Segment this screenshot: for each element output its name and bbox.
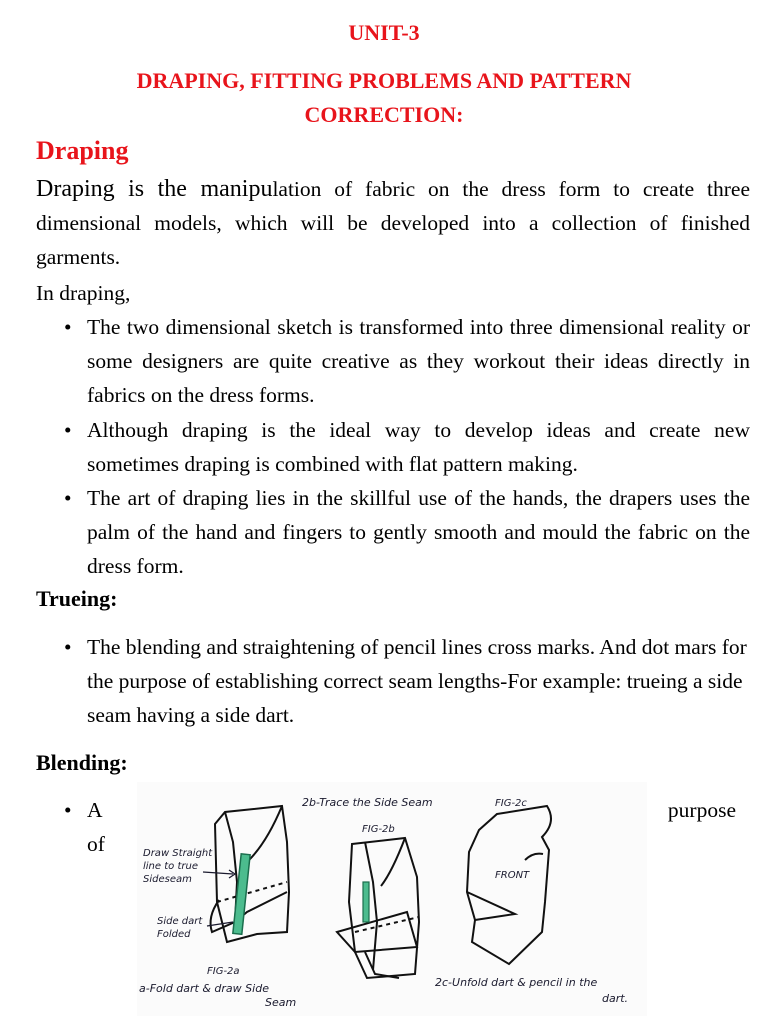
fig-2a-note-4: Side dart [157,916,203,927]
bullet-icon: • [64,486,72,510]
fig-2c-step: 2c-Unfold dart & pencil in the [435,976,598,989]
bullet-icon: • [64,315,72,339]
blending-text-start: A [87,798,103,822]
list-item-text: The art of draping lies in the skillful use of the hands, the drapers uses the palm of the hand and fingers to gently smooth and mould the fabric on the dress form. [87,486,750,578]
bullet-icon: • [64,418,72,442]
fig-2a-note-5: Folded [157,929,191,940]
bullet-icon: • [64,635,72,659]
list-item [64,481,750,583]
list-item [64,630,750,732]
blending-text-end: purpose [667,798,736,822]
section-heading-draping: Draping [36,136,129,165]
bullet-icon: • [64,798,72,822]
list-item [64,413,750,481]
blending-text-line2: of [87,832,105,856]
fig-2c-step-2: dart. [602,992,629,1005]
list-item-text: The two dimensional sketch is transformed into three dimensional reality or some designers are quite creative as they workout their ideas directly in fabrics on the dress forms. [87,315,750,407]
fig-2a-note-2: line to true [143,861,198,872]
intro-lead: Draping is the manipu [36,176,273,202]
fig-2c-caption: FIG-2c [495,798,527,809]
fig-2b-step: 2b-Trace the Side Seam [302,796,433,809]
section-heading-blending: Blending: [36,750,128,775]
fig-2b-caption: FIG-2b [362,824,395,835]
fig-2a-step: a-Fold dart & draw Side [139,982,269,995]
list-item-text: Although draping is the ideal way to develop ideas and create new sometimes draping is combined with flat pattern making. [87,418,750,476]
fig-2a-caption: FIG-2a [207,966,240,977]
fig-2a-step-2: Seam [265,996,297,1009]
intro-rest: lation of fabric on the dress form to create three dimensional models, which will be developed into a collection of finished garments. [36,177,750,269]
chapter-title: DRAPING, FITTING PROBLEMS AND PATTERN CORRECTION: [136,68,632,127]
fig-2a-note-1: Draw Straight [143,848,213,859]
unit-heading: UNIT-3 [348,20,420,45]
fig-2a-note-3: Sideseam [143,874,192,885]
pattern-figure-image [137,782,647,1016]
section-heading-trueing: Trueing: [36,586,118,611]
in-draping-label: In draping, [36,281,131,305]
list-item-text: The blending and straightening of pencil lines cross marks. And dot mars for the purpose of establishing correct seam lengths-For example: trueing a side seam having a side dart. [87,635,747,727]
list-item [64,310,750,412]
draping-intro-paragraph [36,172,750,274]
fig-2c-label: FRONT [495,870,530,881]
